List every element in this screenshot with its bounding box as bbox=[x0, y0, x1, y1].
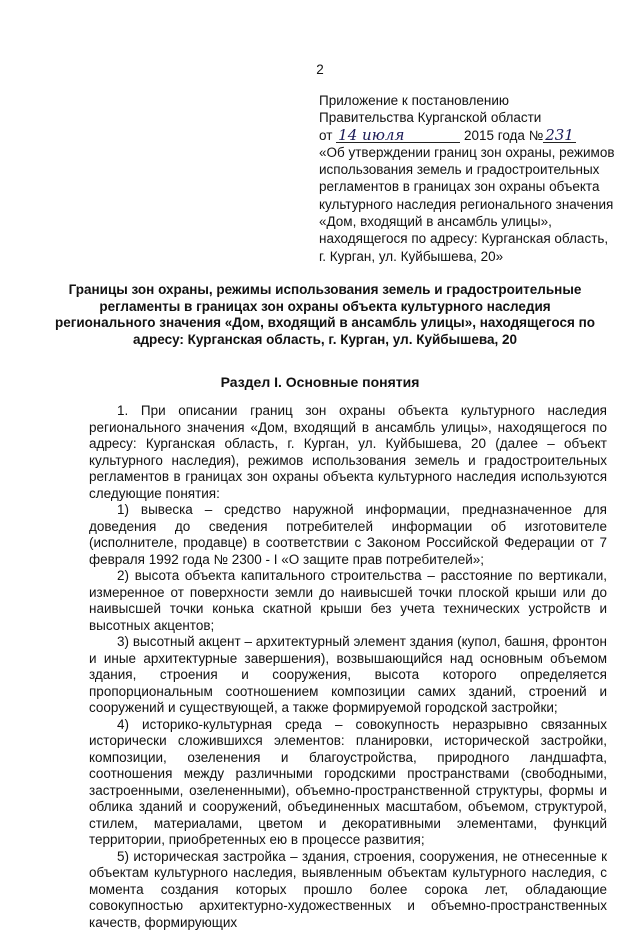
body-text bbox=[89, 403, 607, 931]
annex-line: находящегося по адресу: Курганская область, bbox=[319, 230, 619, 247]
handwritten-date: 14 июля bbox=[336, 128, 460, 143]
paragraph: 4) историко-культурная среда – совокупность неразрывно связанных исторически сложившихся элементов: планировки, исторической застройки, композиции, озеленения и благоустройства, природного ландшафта, соотношения между различными городскими пространствами (свободными, застроенными, озелененными), объемно-пространственной структуры, формы и облика зданий и сооружений, объединенных масштабом, объемом, структурой, стилем, материалами, цветом и декоративными элементами, функций территории, приобретенных ею в процессе развития; bbox=[89, 717, 607, 849]
annex-line: использования земель и градостроительных bbox=[319, 161, 619, 178]
annex-line-2: Правительства Курганской области bbox=[319, 109, 619, 126]
handwritten-number: 231 bbox=[543, 128, 576, 143]
annex-line: «Об утверждении границ зон охраны, режимов bbox=[319, 144, 619, 161]
annex-line-1: Приложение к постановлению bbox=[319, 92, 619, 109]
annex-block bbox=[319, 92, 619, 265]
annex-line: регламентов в границах зон охраны объекта bbox=[319, 178, 619, 195]
paragraph: 1. При описании границ зон охраны объекта культурного наследия регионального значения «Дом, входящий в ансамбль улицы», находящегося по адресу: Курганская область, г. Курган, ул. Куйбышева, 20 (далее – объект культурного наследия), режимов использования земель и градостроительных регламентов в границах зон охраны объекта культурного наследия используются следующие понятия: bbox=[89, 403, 607, 502]
paragraph: 2) высота объекта капитального строительства – расстояние по вертикали, измеренное от поверхности земли до наивысшей точки плоской крыши или до наивысшей точки конька скатной крыши без учета технических устройств и высотных акцентов; bbox=[89, 568, 607, 634]
annex-from-label: от bbox=[319, 128, 332, 143]
annex-line: «Дом, входящий в ансамбль улицы», bbox=[319, 213, 619, 230]
paragraph: 5) историческая застройка – здания, строения, сооружения, не отнесенные к объектам культурного наследия, выявленным объектам культурного наследия, с момента создания которых прошло более сорока лет, обладающие совокупностью архитектурно-художественных и объемно-пространственных качеств, формирующих bbox=[89, 849, 607, 931]
document-title: Границы зон охраны, режимы использования земель и градостроительные регламенты в границах зон охраны объекта культурного наследия регионального значения «Дом, входящий в ансамбль улицы», находящегося по адресу: Курганская область, г. Курган, ул. Куйбышева, 20 bbox=[55, 282, 595, 349]
section-title: Раздел I. Основные понятия bbox=[0, 374, 640, 390]
annex-date-line bbox=[319, 127, 619, 144]
annex-year-text: 2015 года № bbox=[464, 128, 543, 143]
annex-line: г. Курган, ул. Куйбышева, 20» bbox=[319, 248, 619, 265]
paragraph: 3) высотный акцент – архитектурный элемент здания (купол, башня, фронтон и иные архитектурные завершения), возвышающийся над основным объемом здания, строения и сооружения, высота которого определяется пропорциональным соотношением композиции самих зданий, строений и сооружений и существующей, а также формируемой городской застройки; bbox=[89, 634, 607, 717]
page-number: 2 bbox=[0, 62, 640, 77]
annex-line: культурного наследия регионального значения bbox=[319, 196, 619, 213]
paragraph: 1) вывеска – средство наружной информации, предназначенное для доведения до сведения потребителей информации об изготовителе (исполнителе, продавце) в соответствии с Законом Российской Федерации от 7 февраля 1992 года № 2300 - I «О защите прав потребителей»; bbox=[89, 502, 607, 568]
